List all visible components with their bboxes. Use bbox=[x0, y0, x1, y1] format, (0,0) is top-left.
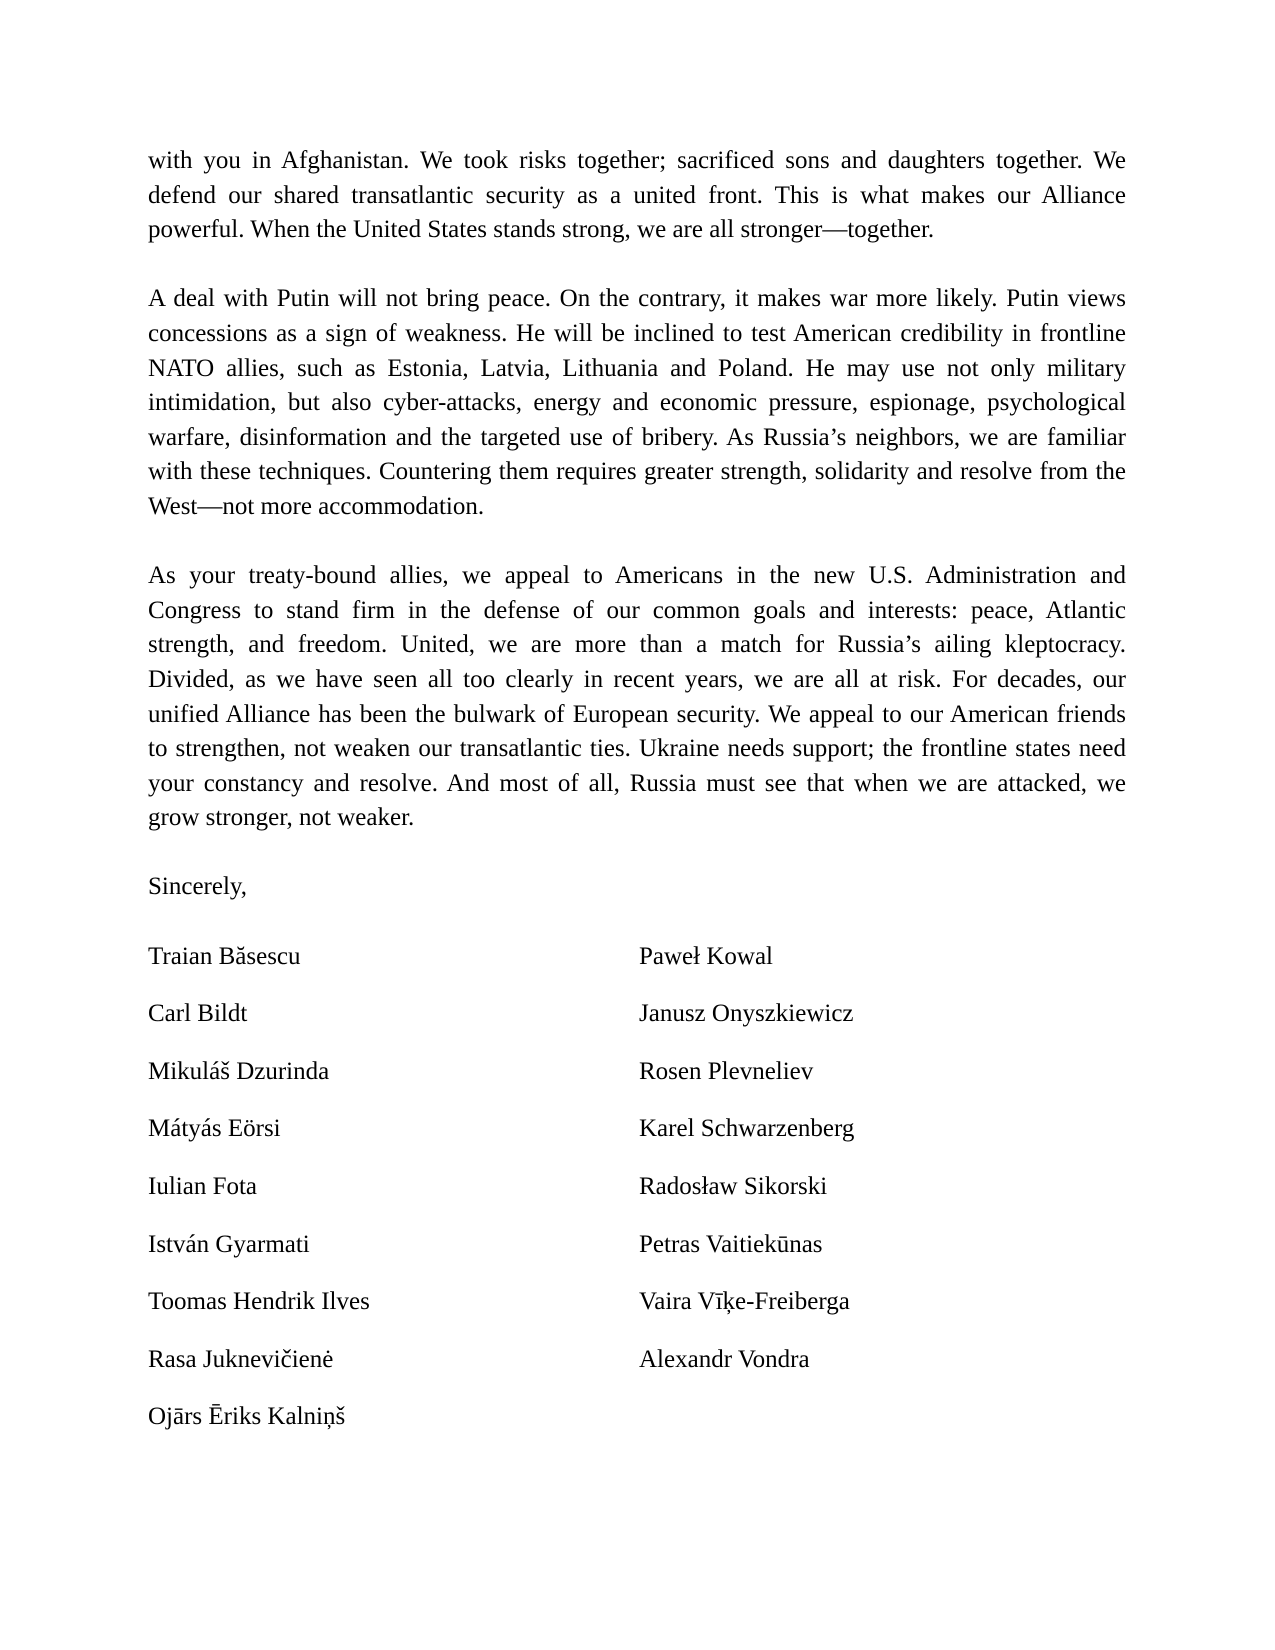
signature-column-right bbox=[639, 940, 1126, 1458]
signature-column-left bbox=[148, 940, 639, 1458]
letter-body bbox=[148, 144, 1126, 836]
text-line: grow stronger, not weaker. bbox=[148, 804, 415, 832]
signature-name: Mikuláš Dzurinda bbox=[148, 1057, 330, 1085]
text-line: with you in Afghanistan. We took risks together; sacrificed sons and daughters together. We bbox=[148, 147, 1126, 174]
signature-name: Karel Schwarzenberg bbox=[639, 1115, 855, 1143]
signature-name: Radosław Sikorski bbox=[639, 1173, 828, 1201]
text-line: defend our shared transatlantic security as a united front. This is what makes our Alliance bbox=[148, 181, 1126, 209]
closing-salutation: Sincerely, bbox=[148, 873, 248, 901]
signature-name: Janusz Onyszkiewicz bbox=[639, 1000, 854, 1028]
signature-name: Toomas Hendrik Ilves bbox=[148, 1288, 370, 1316]
text-line: West—not more accommodation. bbox=[148, 492, 485, 520]
text-line: powerful. When the United States stands strong, we are all stronger—together. bbox=[148, 216, 935, 244]
signature-name: Vaira Vīķe-Freiberga bbox=[639, 1288, 850, 1316]
text-line: strength, and freedom. United, we are more than a match for Russia’s ailing kleptocracy. bbox=[148, 631, 1126, 659]
signature-name: Rasa Juknevičienė bbox=[148, 1345, 334, 1373]
text-line: NATO allies, such as Estonia, Latvia, Lithuania and Poland. He may use not only military bbox=[148, 354, 1126, 382]
text-line: to strengthen, not weaken our transatlantic ties. Ukraine needs support; the frontline states need bbox=[148, 735, 1126, 763]
signature-name: Ojārs Ēriks Kalniņš bbox=[148, 1403, 346, 1431]
text-line: unified Alliance has been the bulwark of European security. We appeal to our American friends bbox=[148, 700, 1126, 728]
paragraph bbox=[148, 144, 1126, 248]
text-line: intimidation, but also cyber-attacks, energy and economic pressure, espionage, psychological bbox=[148, 389, 1126, 417]
signature-name: Carl Bildt bbox=[148, 1000, 248, 1028]
text-line: Congress to stand firm in the defense of our common goals and interests: peace, Atlantic bbox=[148, 596, 1126, 624]
signature-name: Iulian Fota bbox=[148, 1173, 258, 1201]
text-line: your constancy and resolve. And most of all, Russia must see that when we are attacked, we bbox=[148, 769, 1126, 797]
letter-content bbox=[148, 144, 1126, 1458]
signature-name: Mátyás Eörsi bbox=[148, 1115, 281, 1143]
text-line: warfare, disinformation and the targeted use of bribery. As Russia’s neighbors, we are familiar bbox=[148, 423, 1126, 451]
signature-name: Petras Vaitiekūnas bbox=[639, 1230, 823, 1258]
signature-name: István Gyarmati bbox=[148, 1230, 310, 1258]
signature-name: Alexandr Vondra bbox=[639, 1345, 810, 1373]
text-line: with these techniques. Countering them requires greater strength, solidarity and resolve from the bbox=[148, 458, 1126, 486]
signature-list bbox=[148, 940, 1126, 1458]
paragraph bbox=[148, 282, 1126, 524]
signature-name: Rosen Plevneliev bbox=[639, 1057, 814, 1085]
signature-name: Paweł Kowal bbox=[639, 942, 773, 970]
signature-name: Traian Băsescu bbox=[148, 942, 301, 970]
text-line: As your treaty-bound allies, we appeal to Americans in the new U.S. Administration and bbox=[148, 562, 1126, 590]
text-line: A deal with Putin will not bring peace. On the contrary, it makes war more likely. Putin views bbox=[148, 285, 1126, 313]
text-line: Divided, as we have seen all too clearly in recent years, we are all at risk. For decades, our bbox=[148, 665, 1126, 693]
paragraph bbox=[148, 559, 1126, 836]
text-line: concessions as a sign of weakness. He will be inclined to test American credibility in frontline bbox=[148, 319, 1126, 347]
